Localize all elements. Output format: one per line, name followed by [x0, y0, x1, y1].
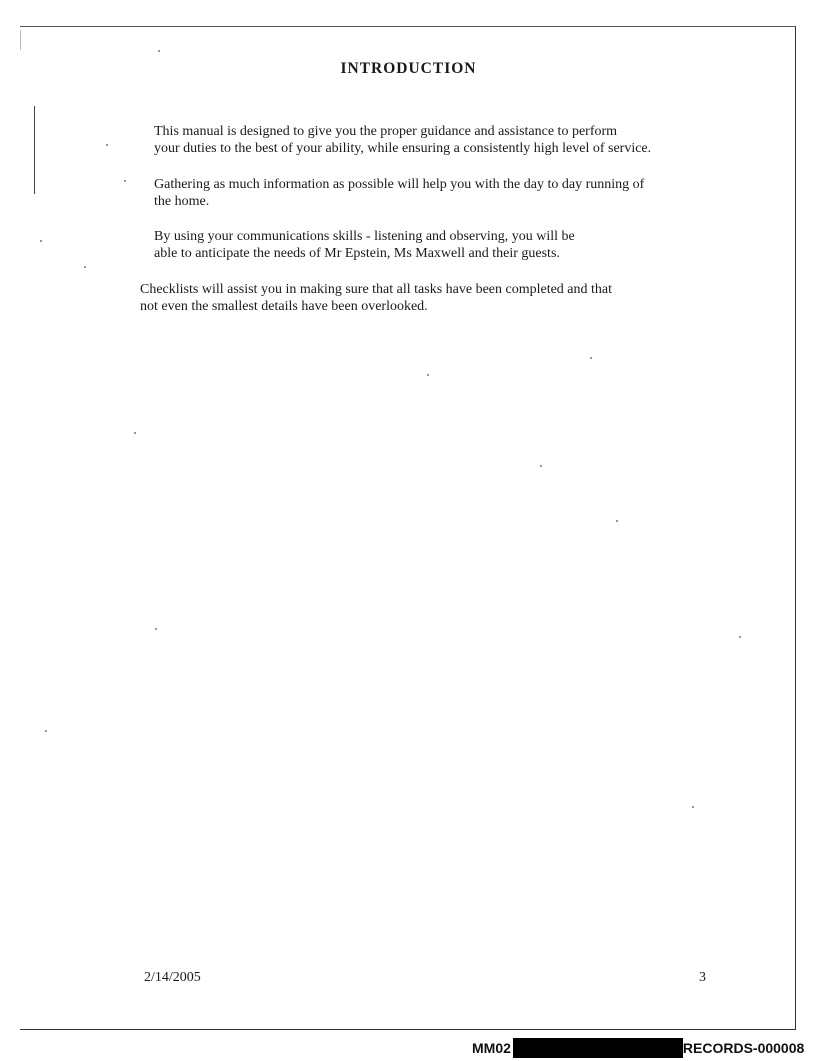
scan-speck	[739, 636, 741, 638]
scan-speck	[427, 374, 429, 376]
paragraph-information: Gathering as much information as possible will help you with the day to day running of the home.	[154, 177, 645, 209]
scan-speck	[590, 357, 592, 359]
scan-speck	[158, 50, 160, 52]
paragraph-checklists: Checklists will assist you in making sure that all tasks have been completed and that not even the smallest details have been overlooked.	[140, 282, 613, 314]
scan-speck	[134, 432, 136, 434]
bates-suffix: RECORDS-000008	[682, 1040, 805, 1056]
scan-speck	[616, 520, 618, 522]
paragraph-purpose: This manual is designed to give you the proper guidance and assistance to perform your duties to the best of your ability, while ensuring a consistently high level of service.	[154, 124, 652, 156]
scan-edge-mark	[34, 106, 35, 194]
paragraph-communication: By using your communications skills - listening and observing, you will be able to anticipate the needs of Mr Epstein, Ms Maxwell and their guests.	[154, 229, 575, 261]
scan-speck	[106, 144, 108, 146]
scan-speck	[84, 266, 86, 268]
footer-date: 2/14/2005	[144, 970, 201, 985]
bates-stamp	[472, 1038, 804, 1058]
page-title: INTRODUCTION	[340, 60, 477, 77]
scan-speck	[692, 806, 694, 808]
footer-page-number: 3	[699, 970, 706, 985]
scan-speck	[45, 730, 47, 732]
scan-speck	[40, 240, 42, 242]
bates-prefix: MM02	[472, 1040, 511, 1056]
scan-speck	[124, 180, 126, 182]
redaction-bar	[513, 1038, 683, 1058]
scan-speck	[155, 628, 157, 630]
scan-speck	[540, 465, 542, 467]
scan-edge-mark	[20, 30, 21, 50]
